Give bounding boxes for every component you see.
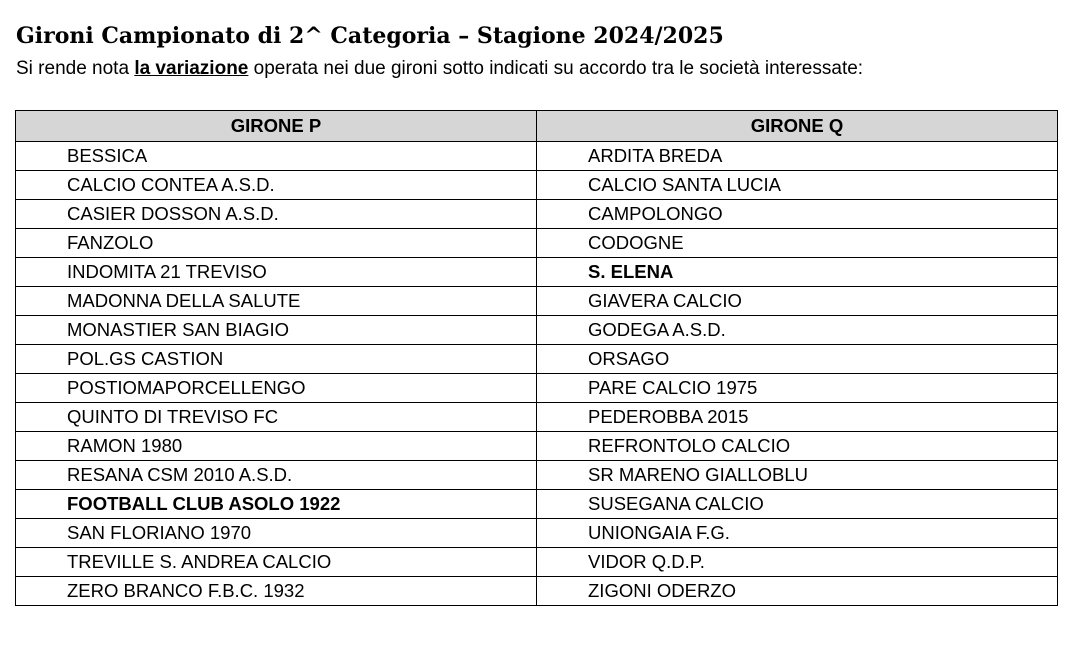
table-row — [16, 403, 1058, 432]
page-title: Gironi Campionato di 2^ Categoria – Stagione 2024/2025 — [16, 23, 724, 49]
table-row — [16, 142, 1058, 171]
girone-q-team-cell: ZIGONI ODERZO — [537, 577, 1058, 606]
table-body — [16, 142, 1058, 606]
table-row — [16, 461, 1058, 490]
subtitle-text-before: Si rende nota — [16, 58, 135, 79]
girone-q-team-cell: UNIONGAIA F.G. — [537, 519, 1058, 548]
girone-q-team-cell: S. ELENA — [537, 258, 1058, 287]
girone-q-team-cell: VIDOR Q.D.P. — [537, 548, 1058, 577]
girone-p-team-cell: TREVILLE S. ANDREA CALCIO — [16, 548, 537, 577]
girone-p-team-cell: SAN FLORIANO 1970 — [16, 519, 537, 548]
table-row — [16, 519, 1058, 548]
table-row — [16, 577, 1058, 606]
girone-p-team-cell: FANZOLO — [16, 229, 537, 258]
table-row — [16, 229, 1058, 258]
table-row — [16, 345, 1058, 374]
girone-p-team-cell: RAMON 1980 — [16, 432, 537, 461]
column-header-girone-q: GIRONE Q — [537, 111, 1058, 142]
girone-p-team-cell: POL.GS CASTION — [16, 345, 537, 374]
girone-q-team-cell: CODOGNE — [537, 229, 1058, 258]
table-row — [16, 374, 1058, 403]
table-row — [16, 432, 1058, 461]
girone-q-team-cell: GIAVERA CALCIO — [537, 287, 1058, 316]
girone-p-team-cell: RESANA CSM 2010 A.S.D. — [16, 461, 537, 490]
girone-p-team-cell: QUINTO DI TREVISO FC — [16, 403, 537, 432]
table-row — [16, 287, 1058, 316]
table-row — [16, 171, 1058, 200]
girone-q-team-cell: GODEGA A.S.D. — [537, 316, 1058, 345]
girone-q-team-cell: PEDEROBBA 2015 — [537, 403, 1058, 432]
girone-p-team-cell: BESSICA — [16, 142, 537, 171]
girone-q-team-cell: SR MARENO GIALLOBLU — [537, 461, 1058, 490]
girone-p-team-cell: CALCIO CONTEA A.S.D. — [16, 171, 537, 200]
gironi-table — [15, 110, 1058, 606]
girone-p-team-cell: ZERO BRANCO F.B.C. 1932 — [16, 577, 537, 606]
girone-q-team-cell: ORSAGO — [537, 345, 1058, 374]
girone-p-team-cell: MONASTIER SAN BIAGIO — [16, 316, 537, 345]
table-row — [16, 548, 1058, 577]
girone-p-team-cell: INDOMITA 21 TREVISO — [16, 258, 537, 287]
girone-q-team-cell: CAMPOLONGO — [537, 200, 1058, 229]
girone-p-team-cell: MADONNA DELLA SALUTE — [16, 287, 537, 316]
girone-q-team-cell: ARDITA BREDA — [537, 142, 1058, 171]
girone-q-team-cell: PARE CALCIO 1975 — [537, 374, 1058, 403]
girone-q-team-cell: SUSEGANA CALCIO — [537, 490, 1058, 519]
girone-q-team-cell: REFRONTOLO CALCIO — [537, 432, 1058, 461]
table-header-row — [16, 111, 1058, 142]
girone-p-team-cell: CASIER DOSSON A.S.D. — [16, 200, 537, 229]
table-row — [16, 316, 1058, 345]
subtitle-text-after: operata nei due gironi sotto indicati su accordo tra le società interessate: — [248, 58, 864, 79]
column-header-girone-p: GIRONE P — [16, 111, 537, 142]
subtitle — [16, 56, 863, 82]
girone-q-team-cell: CALCIO SANTA LUCIA — [537, 171, 1058, 200]
table-row — [16, 490, 1058, 519]
girone-p-team-cell: POSTIOMAPORCELLENGO — [16, 374, 537, 403]
girone-p-team-cell: FOOTBALL CLUB ASOLO 1922 — [16, 490, 537, 519]
table-row — [16, 200, 1058, 229]
table-row — [16, 258, 1058, 287]
subtitle-highlight: la variazione — [134, 58, 249, 79]
